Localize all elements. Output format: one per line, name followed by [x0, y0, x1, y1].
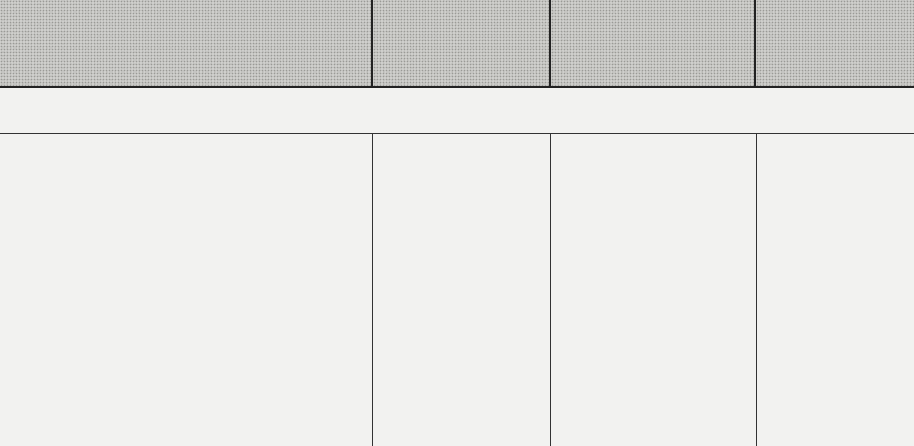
- column-divider: [372, 134, 373, 446]
- header-tariffa-2015: [373, 0, 551, 88]
- header-modifiche-risorse: [551, 0, 756, 88]
- column-divider: [550, 134, 551, 446]
- header-tariffa-2016: [756, 0, 914, 88]
- column-divider: [756, 134, 757, 446]
- header-service-cell: [0, 0, 373, 88]
- section-title-row: [0, 88, 914, 134]
